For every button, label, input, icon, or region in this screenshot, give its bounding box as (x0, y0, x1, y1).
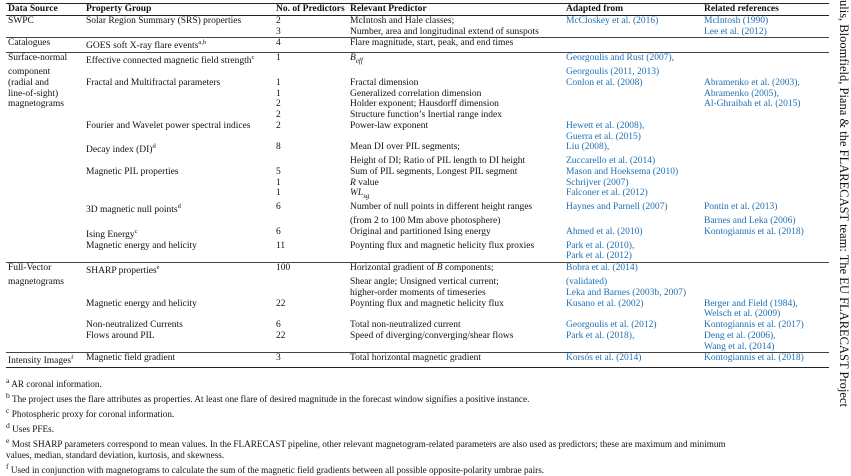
related-references-cell: McIntosh (1990) (704, 15, 769, 26)
relevant-predictor-cell: Total non-neutralized current (350, 320, 461, 331)
property-group-cell: Ising Energy$^c$ (86, 227, 138, 240)
predictor-count-cell: 2 (276, 15, 281, 26)
data-source-cell (6, 202, 84, 216)
relevant-predictor-cell: Number of null points in different height ranges (350, 202, 533, 213)
related-references-cell (702, 178, 829, 189)
relevant-predictor-cell: R value (350, 177, 379, 188)
relevant-predictor-cell (348, 67, 564, 78)
property-group-cell: Magnetic field gradient (86, 353, 176, 364)
property-group-cell (84, 342, 274, 353)
related-references-cell (702, 132, 829, 143)
relevant-predictor-cell: Sum of PIL segments, Longest PIL segment (350, 166, 518, 177)
data-source-cell: line-of-sight) (8, 88, 59, 99)
related-references-cell (702, 67, 829, 78)
property-group-cell: Decay index (DI)$^d$ (86, 143, 156, 156)
property-group-cell: Flows around PIL (86, 330, 155, 341)
related-references-cell (702, 38, 829, 53)
related-references-cell: Abramenko (2005), (704, 88, 779, 99)
predictor-count-cell: 1 (276, 188, 281, 199)
property-group-cell (84, 288, 274, 299)
table-row (6, 167, 829, 178)
predictor-count-cell: 1 (276, 77, 281, 88)
data-source-cell (6, 241, 84, 252)
related-references-cell: Deng et al. (2006), (704, 330, 776, 341)
property-group-cell: Solar Region Summary (SRS) properties (86, 15, 242, 26)
table-row (6, 263, 829, 277)
predictor-count-cell (274, 342, 348, 353)
data-source-cell: Intensity Images$^f$ (8, 354, 74, 367)
related-references-cell (702, 167, 829, 178)
data-source-cell (6, 178, 84, 189)
property-group-cell: Magnetic energy and helicity (86, 240, 197, 251)
adapted-from-cell: Bobra et al. (2014) (566, 263, 638, 274)
adapted-from-cell: (validated) (566, 277, 608, 288)
related-references-cell (702, 188, 829, 202)
table-row (6, 309, 829, 320)
relevant-predictor-cell: Number, area and longitudinal extend of sunspots (350, 26, 539, 37)
relevant-predictor-cell: Shear angle; Unsigned vertical current; (350, 277, 499, 288)
footnote-marker: e (156, 264, 160, 272)
predictor-count-cell (274, 132, 348, 143)
predictor-count-cell (274, 309, 348, 320)
predictor-count-cell: 4 (276, 38, 281, 49)
related-references-cell: Kontogiannis et al. (2018) (704, 353, 804, 364)
related-references-cell: Lee et al. (2012) (704, 26, 767, 37)
predictor-count-cell: 2 (276, 120, 281, 131)
predictor-count-cell (274, 67, 348, 78)
relevant-predictor-cell: $B_{eff}$ (350, 53, 363, 66)
predictor-count-cell (274, 156, 348, 167)
data-source-cell: Catalogues (8, 38, 51, 49)
related-references-cell (702, 156, 829, 167)
data-source-cell (6, 342, 84, 353)
table-row (6, 78, 829, 89)
property-group-cell: 3D magnetic null points$^d$ (86, 203, 181, 216)
footnote-d: $^d$ Uses PFEs. (6, 421, 54, 435)
relevant-predictor-cell (348, 251, 564, 262)
relevant-predictor-cell: $WL_{sg}$ (350, 188, 370, 201)
footnote-b: $^b$ The project uses the flare attributes as properties. At least one flare of desired magnitude in the forecast window signifies a positive instance. (6, 391, 530, 405)
predictor-count-cell (274, 288, 348, 299)
relevant-predictor-cell: Holder exponent; Hausdorff dimension (350, 99, 499, 110)
property-group-cell (84, 110, 274, 121)
table-row (6, 27, 829, 38)
data-source-cell (6, 121, 84, 132)
relevant-predictor-cell (348, 309, 564, 320)
adapted-from-cell: Zuccarello et al. (2014) (566, 156, 656, 167)
property-group-cell: Magnetic energy and helicity (86, 298, 197, 309)
adapted-from-cell: Leka and Barnes (2003b, 2007) (566, 287, 687, 298)
data-source-cell (6, 288, 84, 299)
adapted-from-cell: Kusano et al. (2002) (566, 298, 644, 309)
adapted-from-cell (564, 99, 702, 110)
adapted-from-cell: Park et al. (2018), (566, 330, 635, 341)
relevant-predictor-cell (348, 132, 564, 143)
table-row (6, 156, 829, 167)
adapted-from-cell: Park et al. (2010), (566, 240, 635, 251)
relevant-predictor-cell: Original and partitioned Ising energy (350, 226, 491, 237)
adapted-from-cell: Korsós et al. (2014) (566, 353, 642, 364)
table-row (6, 110, 829, 121)
adapted-from-cell: Hewett et al. (2008), (566, 120, 645, 131)
predictor-count-cell: 5 (276, 166, 281, 177)
property-group-cell (84, 89, 274, 100)
related-references-cell: Pontin et al. (2013) (704, 202, 778, 213)
related-references-cell (702, 142, 829, 156)
table-row (6, 99, 829, 110)
data-source-cell (6, 188, 84, 202)
data-source-cell (6, 27, 84, 38)
relevant-predictor-cell: Total horizontal magnetic gradient (350, 353, 481, 364)
table-row (6, 53, 829, 67)
adapted-from-cell: Georgoulis and Rust (2007), (566, 53, 675, 64)
data-source-cell (6, 309, 84, 320)
footnote-marker: a,b (198, 39, 207, 47)
table-row (6, 277, 829, 288)
predictor-count-cell (274, 277, 348, 288)
related-references-cell (702, 53, 829, 67)
table-row (6, 241, 829, 252)
relevant-predictor-cell (348, 342, 564, 353)
table-row (6, 89, 829, 100)
property-group-cell (84, 277, 274, 288)
related-references-cell: Barnes and Leka (2006) (704, 216, 796, 227)
property-group-cell (84, 132, 274, 143)
property-group-cell (84, 309, 274, 320)
data-source-cell: SWPC (8, 15, 34, 26)
adapted-from-cell: Park et al. (2012) (566, 251, 632, 262)
adapted-from-cell: McCloskey et al. (2016) (566, 15, 659, 26)
header-data-source: Data Source (8, 4, 58, 14)
relevant-predictor-cell: Structure function’s Inertial range index (350, 110, 502, 121)
data-source-cell (6, 110, 84, 121)
table-row (6, 38, 829, 53)
table-row (6, 67, 829, 78)
predictor-count-cell: 22 (276, 298, 286, 309)
header-no-of-predictors: No. of Predictors (276, 4, 345, 14)
adapted-from-cell: Georgoulis et al. (2012) (566, 320, 657, 331)
related-references-cell (702, 251, 829, 262)
relevant-predictor-cell: Horizontal gradient of B components; (350, 263, 494, 274)
predictor-count-cell: 11 (276, 240, 286, 251)
data-source-cell: Full-Vector (8, 263, 52, 274)
adapted-from-cell (564, 342, 702, 353)
relevant-predictor-cell: Speed of diverging/converging/shear flows (350, 330, 514, 341)
header-property-group: Property Group (86, 4, 152, 14)
predictor-count-cell: 6 (276, 320, 281, 331)
table-row (6, 320, 829, 331)
predictor-count-cell: 8 (276, 142, 281, 153)
data-source-cell (6, 320, 84, 331)
related-references-cell (702, 121, 829, 132)
related-references-cell: Abramenko et al. (2003), (704, 77, 800, 88)
related-references-cell: Al-Ghraibah et al. (2015) (704, 99, 801, 110)
related-references-cell (702, 110, 829, 121)
footnote-marker: c (251, 54, 255, 62)
table-row (6, 331, 829, 342)
table-row (6, 216, 829, 227)
predictor-count-cell: 6 (276, 202, 281, 213)
relevant-predictor-cell: Mean DI over PIL segments; (350, 142, 460, 153)
table-row (6, 251, 829, 262)
running-header-text: ulis, Bloomfield, Piana & the FLARECAST team: The EU FLARECAST Project (837, 0, 851, 407)
table-row (6, 342, 829, 353)
footnote-f: $^f$ Used in conjunction with magnetograms to calculate the sum of the magnetic field gradients between all possible opposite-polarity umbrae pairs. (6, 462, 545, 476)
header-related-references: Related references (704, 4, 779, 14)
data-source-cell (6, 156, 84, 167)
data-source-cell: magnetograms (8, 99, 64, 110)
adapted-from-cell (564, 27, 702, 38)
relevant-predictor-cell: higher-order moments of timeseries (350, 287, 486, 298)
table-body (6, 15, 829, 367)
table-footnotes (6, 375, 826, 476)
adapted-from-cell: Liu (2008), (566, 142, 610, 153)
footnote-marker: c (134, 227, 138, 235)
table-row (6, 121, 829, 132)
footnote-marker: d (177, 203, 181, 211)
data-source-cell (6, 227, 84, 241)
relevant-predictor-cell: McIntosh and Hale classes; (350, 15, 455, 26)
relevant-predictor-cell: Height of DI; Ratio of PIL length to DI height (350, 156, 526, 167)
adapted-from-cell: Conlon et al. (2008) (566, 77, 643, 88)
related-references-cell (702, 263, 829, 277)
adapted-from-cell: Haynes and Parnell (2007) (566, 202, 668, 213)
footnote-e-continued: values, median, standard deviation, kurtosis, and skewness. (6, 450, 225, 461)
predictor-count-cell: 1 (276, 88, 281, 99)
property-group-cell (84, 99, 274, 110)
header-row (6, 4, 829, 16)
header-adapted-from: Adapted from (566, 4, 624, 14)
related-references-cell: Kontogiannis et al. (2018) (704, 226, 804, 237)
related-references-cell: Welsch et al. (2009) (704, 309, 781, 320)
property-group-cell (84, 27, 274, 38)
data-source-cell: Surface-normal (8, 53, 68, 64)
table-row (6, 299, 829, 310)
predictor-count-cell: 1 (276, 177, 281, 188)
adapted-from-cell: Falconer et al. (2012) (566, 188, 648, 199)
adapted-from-cell (564, 89, 702, 100)
predictor-count-cell: 6 (276, 226, 281, 237)
related-references-cell: Berger and Field (1984), (704, 298, 798, 309)
relevant-predictor-cell: Fractal dimension (350, 77, 419, 88)
table-row (6, 142, 829, 156)
adapted-from-cell: Ahmed et al. (2010) (566, 226, 643, 237)
property-group-cell: Fractal and Multifractal parameters (86, 77, 221, 88)
data-source-cell (6, 132, 84, 143)
predictor-count-cell: 1 (276, 53, 281, 64)
adapted-from-cell (564, 110, 702, 121)
related-references-cell (702, 288, 829, 299)
related-references-cell (702, 241, 829, 252)
relevant-predictor-cell: Flare magnitude, start, peak, and end times (350, 38, 514, 49)
predictor-count-cell (274, 216, 348, 227)
footnote-marker: d (152, 143, 156, 151)
table-row (6, 353, 829, 368)
property-group-cell: Fourier and Wavelet power spectral indices (86, 120, 251, 131)
related-references-cell: Wang et al. (2014) (704, 341, 775, 352)
table-row (6, 178, 829, 189)
adapted-from-cell (564, 38, 702, 53)
table-header (6, 4, 829, 16)
predictor-count-cell: 3 (276, 26, 281, 37)
related-references-cell: Kontogiannis et al. (2017) (704, 320, 804, 331)
table-row (6, 188, 829, 202)
data-source-cell (6, 216, 84, 227)
footnote-marker: f (71, 354, 74, 362)
adapted-from-cell: Guerra et al. (2015) (566, 131, 641, 142)
related-references-cell (702, 277, 829, 288)
adapted-from-cell (564, 216, 702, 227)
predictor-count-cell: 3 (276, 353, 281, 364)
table-row (6, 15, 829, 26)
table-row (6, 202, 829, 216)
property-group-cell (84, 216, 274, 227)
data-source-cell: magnetograms (8, 277, 64, 288)
table-row (6, 227, 829, 241)
property-group-cell (84, 156, 274, 167)
relevant-predictor-cell: Power-law exponent (350, 120, 429, 131)
footnote-c: $^c$ Photospheric proxy for coronal information. (6, 406, 175, 420)
table-row (6, 132, 829, 143)
running-header-vertical (838, 0, 850, 462)
data-source-cell (6, 331, 84, 342)
property-group-cell (84, 67, 274, 78)
footnote-e: $^e$ Most SHARP parameters correspond to mean values. In the FLARECAST pipeline, other relevant magnetogram-related parameters are also used as predictors; these are maximum and minimum (6, 436, 726, 450)
data-source-cell (6, 299, 84, 310)
relevant-predictor-cell: Poynting flux and magnetic helicity flux (350, 298, 504, 309)
relevant-predictor-cell: Poynting flux and magnetic helicity flux proxies (350, 240, 535, 251)
footnote-a: $^a$ AR coronal information. (6, 376, 102, 390)
predictor-count-cell: 100 (276, 263, 291, 274)
data-source-cell (6, 251, 84, 262)
data-source-cell (6, 167, 84, 178)
relevant-predictor-cell: (from 2 to 100 Mm above photosphere) (350, 216, 501, 227)
property-group-cell: SHARP properties$^e$ (86, 264, 160, 277)
adapted-from-cell: Schrijver (2007) (566, 177, 629, 188)
predictor-count-cell: 2 (276, 110, 281, 121)
data-source-cell: (radial and (8, 77, 49, 88)
property-group-cell: Non-neutralized Currents (86, 320, 183, 331)
header-relevant-predictor: Relevant Predictor (350, 4, 427, 14)
predictor-count-cell: 22 (276, 330, 286, 341)
data-source-cell (6, 142, 84, 156)
property-group-cell (84, 251, 274, 262)
table-row (6, 288, 829, 299)
property-group-cell: Effective connected magnetic field strength$^c$ (86, 54, 255, 67)
predictor-count-cell: 2 (276, 99, 281, 110)
property-group-cell: Magnetic PIL properties (86, 166, 179, 177)
property-group-cell (84, 178, 274, 189)
property-group-cell: GOES soft X-ray flare events$^{a,b}$ (86, 39, 207, 52)
adapted-from-cell (564, 309, 702, 320)
predictors-table (6, 3, 829, 368)
adapted-from-cell: Mason and Hoeksema (2010) (566, 166, 679, 177)
adapted-from-cell: Georgoulis (2011, 2013) (566, 67, 660, 78)
relevant-predictor-cell: Generalized correlation dimension (350, 88, 482, 99)
property-group-cell (84, 188, 274, 202)
predictor-count-cell (274, 251, 348, 262)
data-source-cell: component (8, 67, 51, 78)
